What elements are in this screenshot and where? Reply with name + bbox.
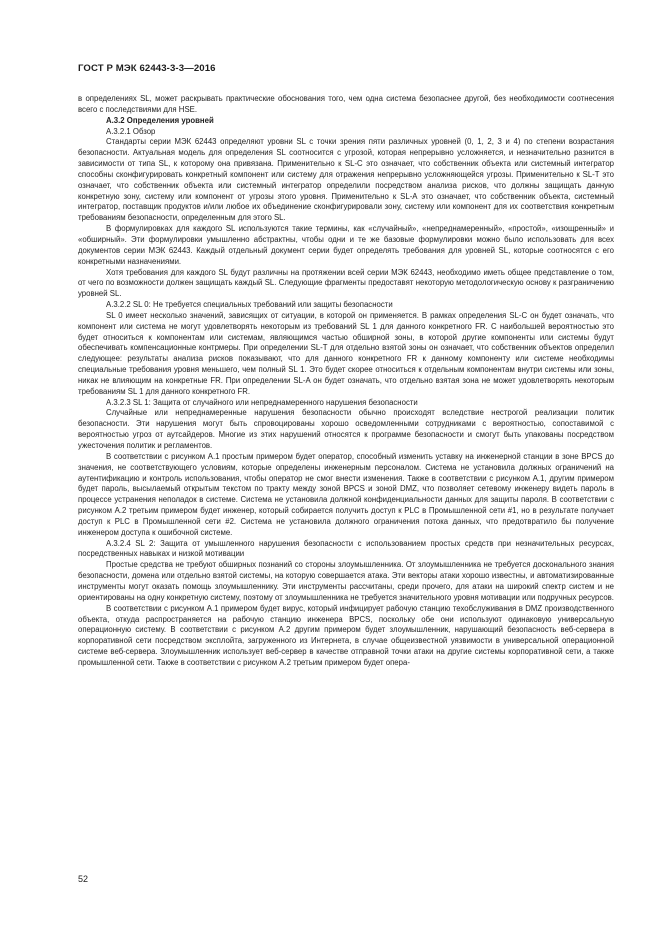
paragraph: Простые средства не требуют обширных познаний со стороны злоумышленника. От злоумышленника не требуется досконального знания безопасности, домена или отдельно взятой системы, на которую совершается атака. Эти векторы атаки хорошо известны, и автоматизированные инструменты могут оказать помощь злоумышленнику. Эти инструменты рассчитаны, среди прочего, для атаки на широкий спектр систем и не ориентированы на одну конкретную систему, поэтому от злоумышленника не требуется значительного уровня мотивации или подручных ресурсов. <box>78 560 614 602</box>
paragraph: Хотя требования для каждого SL будут различны на протяжении всей серии МЭК 62443, необходимо иметь общее представление о том, от чего по возможности должен защищать каждый SL. Следующие фрагменты предоставят некоторую методологическую основу к разграничению уровней SL. <box>78 267 614 299</box>
paragraph: Случайные или непреднамеренные нарушения безопасности обычно происходят вследствие нестрогой реализации политик безопасности. Эти нарушения могут быть спровоцированы хорошо осведомленными сотрудниками с вероятностью, сопоставимой с вероятностью угроз от аутсайдеров. Многие из этих нарушений относятся к программе безопасности и смогут быть упакованы посредством ужесточения политик и регламентов. <box>78 408 614 450</box>
document-header: ГОСТ Р МЭК 62443-3-3—2016 <box>78 63 216 74</box>
paragraph: В формулировках для каждого SL используются такие термины, как «случайный», «непреднамеренный», «простой», «изощренный» и «обширный». Эти формулировки умышленно абстрактны, чтобы одни и те же базовые формулировки можно было использовать для всех документов серии МЭК 62443. Каждый отдельный документ серии будет определять требования для уровней SL, которые соотносятся с его конкретными назначениями. <box>78 224 614 266</box>
paragraph: В соответствии с рисунком А.1 простым примером будет оператор, способный изменить уставку на инженерной станции в зоне BPCS до значения, не соответствующего условиям, которые определены инженерным персоналом. Система не установила должных ограничений на аутентификацию и контроль использования, чтобы оператор не смог внести изменения. Также в соответствии с рисунком А.1, другим примером будет пароль, высылаемый открытым текстом по тракту между зоной BPCS и зоной DMZ, что позволяет сетевому инженеру видеть пароль в процессе устранения неполадок в системе. Система не установила должной конфиденциальности данных для защиты пароля. В соответствии с рисунком А.2 третьим примером будет инженер, который собирается получить доступ к PLC в Промышленной сети #1, но в результате получает доступ к PLC в Промышленной сети #2. Система не установила должного ограничения потока данных, что предотвратило бы получение инженером доступа к ошибочной системе. <box>78 451 614 537</box>
paragraph: Стандарты серии МЭК 62443 определяют уровни SL с точки зрения пяти различных уровней (0, 1, 2, 3 и 4) по степени возрастания безопасности. Актуальная модель для определения SL соотносится с угрозой, которая непрерывно усложняется, и незначительно разнится в зависимости от типа SL, к которому она привязана. Применительно к SL-С это означает, что собственник объекта или системный интегратор способны сконфигурировать конкретный компонент или систему для отражения непрерывно усложняющейся угрозы. Применительно к SL-Т это означает, что собственник объекта или системный интегратор определили посредством анализа рисков, что должны защищать данную конкретную зону, систему или компонент от угрозы этого уровня. Применительно к SL-А это означает, что собственник объекта, системный интегратор, поставщик продуктов и/или любое их объединение сконфигурировали зону, систему или компонент для их соответствия конкретным требованиям безопасности, определенным для этого SL. <box>78 137 614 223</box>
subsection-heading-a-3-2-3: А.3.2.3 SL 1: Защита от случайного или непреднамеренного нарушения безопасности <box>106 397 418 407</box>
paragraph-continuation: в определениях SL, может раскрывать практические обоснования того, чем одна система безопаснее другой, без необходимости соотнесения всего с последствиями для HSE. <box>78 94 614 114</box>
document-body <box>78 94 614 669</box>
page-number: 52 <box>78 874 89 884</box>
paragraph: SL 0 имеет несколько значений, зависящих от ситуации, в которой он применяется. В рамках определения SL-C он будет означать, что компонент или система не могут удовлетворять некоторым из требований SL 1 для данного конкретного FR. С наибольшей вероятностью это будет относиться к компонентам или системам, являющимся частью обширной зоны, в которой другие компоненты или системы будут обеспечивать компенсационные контрмеры. При определении SL-T для отдельно взятой зоны он означает, что собственник объектов определил следующее: результаты анализа рисков показывают, что для данного конкретного FR к данному компоненту или системе необходимы специальные требования уровня меньшего, чем полный SL 1. Это будет скорее относиться к отдельным компонентам внутри системы или зоны, никак не влияющим на конкретные FR. При определении SL-A он будет означать, что отдельно взятая зона не может удовлетворять некоторым требованиям SL 1 для данного конкретного FR. <box>78 310 614 396</box>
subsection-heading-a-3-2-1: А.3.2.1 Обзор <box>106 126 156 136</box>
subsection-heading-a-3-2-2: А.3.2.2 SL 0: Не требуется специальных требований или защиты безопасности <box>106 300 393 310</box>
section-heading-a-3-2: А.3.2 Определения уровней <box>106 115 214 125</box>
subsection-heading-a-3-2-4: А.3.2.4 SL 2: Защита от умышленного нарушения безопасности с использованием простых средств при незначительных ресурсах, посредственных навыках и низкой мотивации <box>78 538 614 559</box>
paragraph: В соответствии с рисунком А.1 примером будет вирус, который инфицирует рабочую станцию техобслуживания в DMZ производственного объекта, откуда распространяется на рабочую станцию инженера BPCS, поскольку обе они используют одинаковую универсальную операционную систему. В соответствии с рисунком А.2 другим примером будет злоумышленник, нарушающий безопасность веб-сервера в корпоративной сети посредством эксплойта, загруженного из Интернета, в случае общеизвестной уязвимости в универсальной операционной системе веб-сервера. Злоумышленник использует веб-сервер в качестве отправной точки атаки на другие системы корпоративной сети, а также промышленной сети. Также в соответствии с рисунком А.2 третьим примером будет опера- <box>78 603 614 667</box>
